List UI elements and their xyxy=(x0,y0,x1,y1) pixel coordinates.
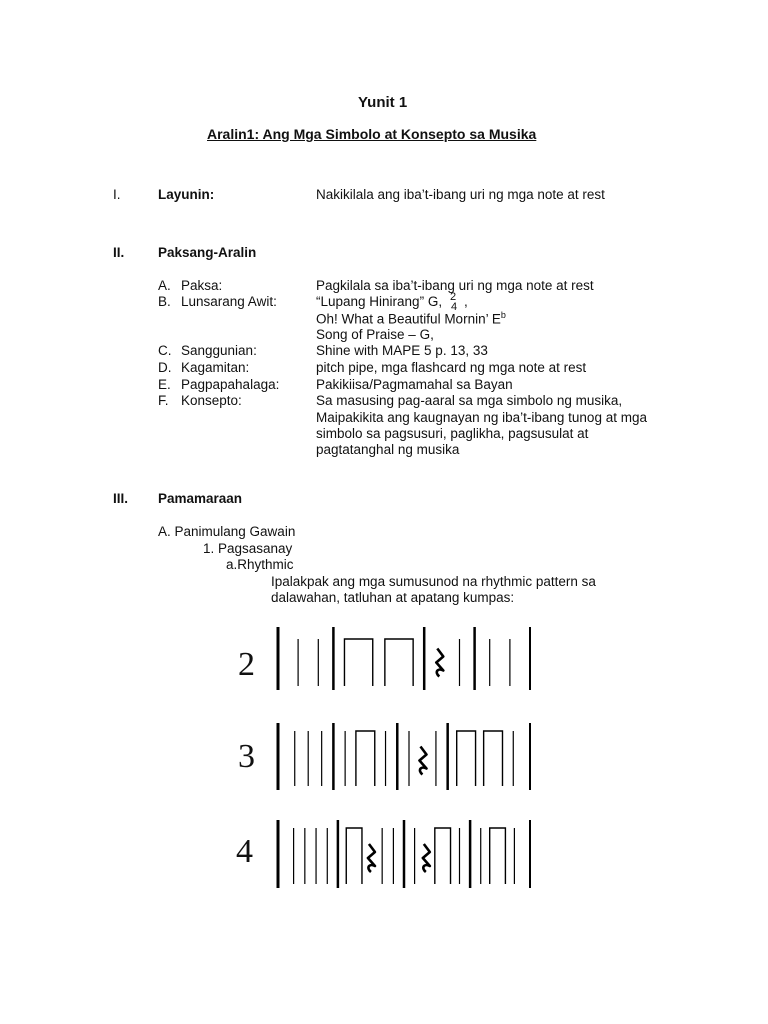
item-f-value: Sa masusing pag-aaral sa mga simbolo ng musika, xyxy=(316,393,623,408)
item-b-value: “Lupang Hinirang” G, xyxy=(316,294,443,309)
item-b-label: Lunsarang Awit: xyxy=(181,294,277,309)
item-f-line-1: Maipakikita ang kaugnayan ng iba’t-ibang tunog at mga xyxy=(316,410,647,425)
meter-4: 4 xyxy=(236,833,253,870)
item-a-key: A. xyxy=(158,278,171,293)
eighth-note-pair xyxy=(346,828,362,884)
eighth-note-pair xyxy=(356,731,375,786)
item-e-value: Pakikiisa/Pagmamahal sa Bayan xyxy=(316,377,513,392)
section1-number: I. xyxy=(113,187,121,202)
meter-2: 2 xyxy=(238,646,255,683)
item-f-line-3: pagtatanghal ng musika xyxy=(316,442,460,457)
item-c-label: Sanggunian: xyxy=(181,343,257,358)
item-d-value: pitch pipe, mga flashcard ng mga note at rest xyxy=(316,360,587,375)
item-b-value2: Oh! What a Beautiful Mornin’ $E^b$ xyxy=(316,310,506,327)
time-signature-bottom: 4 xyxy=(451,301,458,313)
unit-title: Yunit 1 xyxy=(358,94,408,111)
meter-3: 3 xyxy=(238,738,255,775)
item-b-value3: Song of Praise – G, xyxy=(316,327,434,342)
section1-label: Layunin: xyxy=(158,187,215,202)
quarter-rest xyxy=(368,844,375,872)
section2-label: Paksang-Aralin xyxy=(158,245,257,260)
eighth-note-pair xyxy=(484,731,503,786)
eighth-note-pair xyxy=(344,639,372,686)
section2-number: II. xyxy=(113,245,125,260)
item-c-key: C. xyxy=(158,343,172,358)
item-f-key: F. xyxy=(158,393,169,408)
item-f-label: Konsepto: xyxy=(181,393,242,408)
sub-a2-heading: a.Rhythmic xyxy=(226,557,294,572)
sub-1-heading: 1. Pagsasanay xyxy=(203,541,293,556)
section3-number: III. xyxy=(113,491,129,506)
instruction-line-2: dalawahan, tatluhan at apatang kumpas: xyxy=(271,590,515,605)
section3-label: Pamamaraan xyxy=(158,491,243,506)
eighth-note-pair xyxy=(385,639,413,686)
section1-text: Nakikilala ang iba’t-ibang uri ng mga note at rest xyxy=(316,187,605,202)
quarter-rest xyxy=(419,747,426,775)
item-a-label: Paksa: xyxy=(181,278,223,293)
lesson-title: Aralin1: Ang Mga Simbolo at Konsepto sa Musika xyxy=(207,126,537,142)
eighth-note-pair xyxy=(490,828,506,884)
item-e-label: Pagpapahalaga: xyxy=(181,377,280,392)
item-d-label: Kagamitan: xyxy=(181,360,250,375)
item-a-value: Pagkilala sa iba’t-ibang uri ng mga note at rest xyxy=(316,278,594,293)
quarter-rest xyxy=(436,649,443,677)
eighth-note-pair xyxy=(457,731,476,786)
item-b-key: B. xyxy=(158,294,171,309)
sub-a-heading: A. Panimulang Gawain xyxy=(158,524,296,539)
comma: , xyxy=(464,294,468,309)
quarter-rest xyxy=(423,844,430,872)
item-d-key: D. xyxy=(158,360,172,375)
item-c-value: Shine with MAPE 5 p. 13, 33 xyxy=(316,343,488,358)
time-signature-top: 2 xyxy=(450,291,457,303)
eighth-note-pair xyxy=(435,828,451,884)
instruction-line-1: Ipalakpak ang mga sumusunod na rhythmic pattern sa xyxy=(271,574,596,589)
item-e-key: E. xyxy=(158,377,171,392)
item-f-line-2: simbolo sa pagsusuri, paglikha, pagsusulat at xyxy=(316,426,589,441)
